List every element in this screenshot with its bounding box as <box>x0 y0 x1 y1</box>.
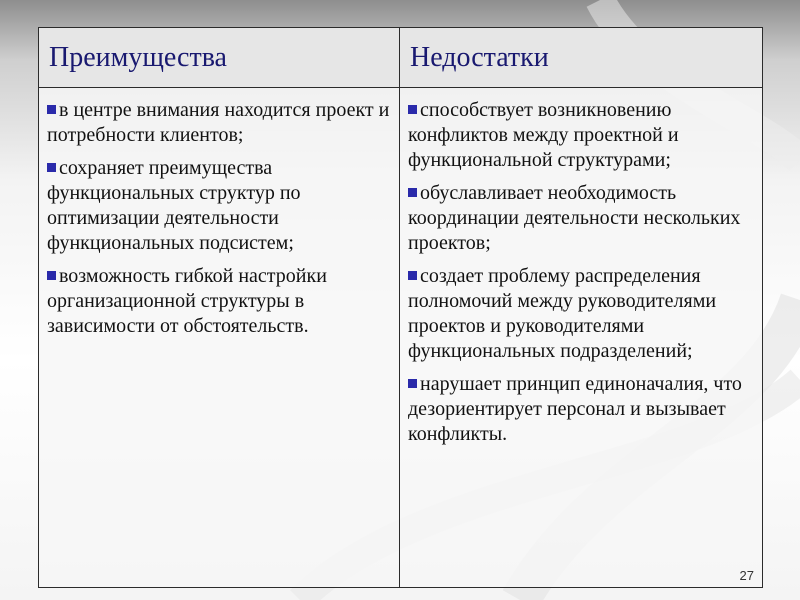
page-number: 27 <box>739 568 754 583</box>
advantages-cell <box>39 88 400 588</box>
header-advantages: Преимущества <box>39 28 400 88</box>
square-bullet-icon <box>408 379 417 388</box>
list-item <box>408 98 756 173</box>
square-bullet-icon <box>408 271 417 280</box>
list-item <box>47 264 393 339</box>
disadvantage-text: способствует возникновению конфликтов между проектной и функциональной структурами; <box>408 99 679 171</box>
list-item <box>408 372 756 447</box>
advantage-text: возможность гибкой настройки организационной структуры в зависимости от обстоятельств. <box>47 265 327 337</box>
square-bullet-icon <box>47 105 56 114</box>
square-bullet-icon <box>408 105 417 114</box>
header-disadvantages: Недостатки <box>400 28 763 88</box>
square-bullet-icon <box>47 271 56 280</box>
list-item <box>408 181 756 256</box>
advantages-list <box>47 98 393 339</box>
list-item <box>408 264 756 364</box>
advantage-text: в центре внимания находится проект и потребности клиентов; <box>47 99 390 146</box>
advantage-text: сохраняет преимущества функциональных структур по оптимизации деятельности функциональных подсистем; <box>47 157 301 254</box>
list-item <box>47 98 393 148</box>
list-item <box>47 156 393 256</box>
disadvantage-text: нарушает принцип единоначалия, что дезориентирует персонал и вызывает конфликты. <box>408 373 742 445</box>
disadvantages-list <box>408 98 756 447</box>
square-bullet-icon <box>408 188 417 197</box>
table-body-row <box>39 88 763 588</box>
table-header-row <box>39 28 763 88</box>
disadvantage-text: обуславливает необходимость координации деятельности нескольких проектов; <box>408 182 741 254</box>
comparison-table <box>38 27 763 588</box>
square-bullet-icon <box>47 163 56 172</box>
disadvantages-cell <box>400 88 763 588</box>
disadvantage-text: создает проблему распределения полномочий между руководителями проектов и руководителями функциональных подразделений; <box>408 265 717 362</box>
